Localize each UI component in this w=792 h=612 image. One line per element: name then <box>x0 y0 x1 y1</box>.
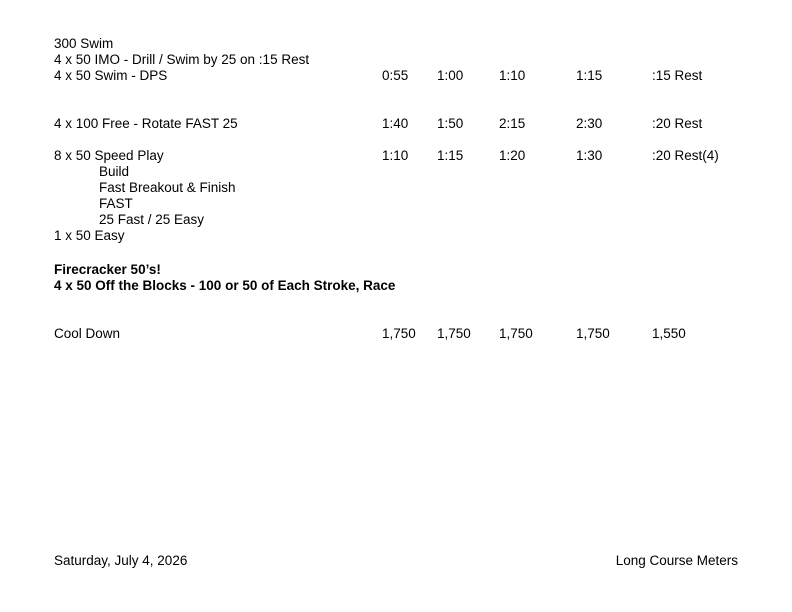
easy-swim: 1 x 50 Easy <box>54 228 125 243</box>
total-yardage: 1,750 <box>499 326 533 341</box>
warmup-swim: 300 Swim <box>54 36 114 51</box>
speed-play-item: FAST <box>99 196 133 211</box>
set-label: 8 x 50 Speed Play <box>54 148 164 163</box>
firecracker-title: Firecracker 50’s! <box>54 262 161 277</box>
set-interval: 0:55 <box>382 68 409 83</box>
set-interval: 1:15 <box>576 68 603 83</box>
speed-play-item: 25 Fast / 25 Easy <box>99 212 205 227</box>
set-rest: :15 Rest <box>652 68 703 83</box>
set-interval: 2:15 <box>499 116 526 131</box>
total-yardage: 1,750 <box>382 326 416 341</box>
footer-course: Long Course Meters <box>615 553 738 568</box>
warmup-imo: 4 x 50 IMO - Drill / Swim by 25 on :15 Rest <box>54 52 310 67</box>
speed-play-item: Build <box>99 164 130 179</box>
set-interval: 1:50 <box>437 116 464 131</box>
cooldown-label: Cool Down <box>54 326 121 341</box>
set-interval: 2:30 <box>576 116 603 131</box>
total-yardage: 1,750 <box>437 326 471 341</box>
total-yardage: 1,750 <box>576 326 610 341</box>
footer-date: Saturday, July 4, 2026 <box>54 553 188 568</box>
total-yardage: 1,550 <box>652 326 686 341</box>
set-interval: 1:10 <box>382 148 409 163</box>
set-interval: 1:00 <box>437 68 464 83</box>
set-interval: 1:10 <box>499 68 526 83</box>
set-interval: 1:20 <box>499 148 526 163</box>
set-rest: :20 Rest <box>652 116 703 131</box>
set-interval: 1:40 <box>382 116 409 131</box>
firecracker-detail: 4 x 50 Off the Blocks - 100 or 50 of Each Stroke, Race <box>54 278 396 293</box>
set-interval: 1:15 <box>437 148 464 163</box>
set-label: 4 x 50 Swim - DPS <box>54 68 168 83</box>
speed-play-item: Fast Breakout & Finish <box>99 180 236 195</box>
set-rest: :20 Rest(4) <box>652 148 719 163</box>
set-interval: 1:30 <box>576 148 603 163</box>
set-label: 4 x 100 Free - Rotate FAST 25 <box>54 116 238 131</box>
